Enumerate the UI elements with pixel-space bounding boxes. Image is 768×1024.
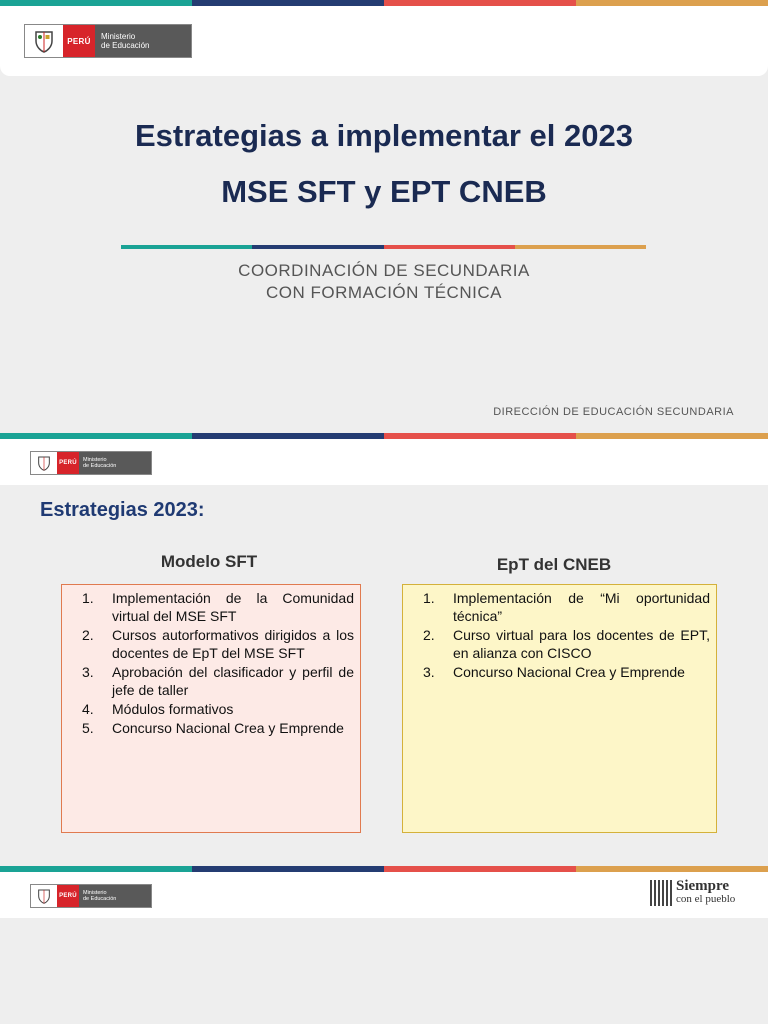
ministry-logo-small xyxy=(30,884,152,908)
item-number: 2. xyxy=(82,627,94,643)
ministry-line2: de Educación xyxy=(83,463,117,469)
peru-label: PERÚ xyxy=(57,885,79,907)
ministry-logo-small xyxy=(30,451,152,475)
ministry-line1: Ministerio xyxy=(83,889,107,896)
item-number: 4. xyxy=(82,701,94,717)
ept-cneb-list xyxy=(413,589,710,681)
item-number: 3. xyxy=(82,664,94,680)
coat-of-arms-icon xyxy=(31,452,57,474)
ministry-name xyxy=(79,452,151,474)
item-number: 1. xyxy=(423,590,435,606)
item-text: Implementación de “Mi oportunidad técnica” xyxy=(453,590,710,624)
list-item xyxy=(72,719,354,737)
ministry-line1: Ministerio xyxy=(101,32,136,41)
ministry-logo xyxy=(24,24,192,58)
item-text: Concurso Nacional Crea y Emprende xyxy=(112,720,344,736)
list-item xyxy=(72,663,354,699)
ministry-name xyxy=(95,25,191,57)
slide1-footer-text: DIRECCIÓN DE EDUCACIÓN SECUNDARIA xyxy=(493,406,734,418)
ept-cneb-heading: EpT del CNEB xyxy=(496,555,612,574)
modelo-sft-list xyxy=(72,589,354,737)
coat-of-arms-icon xyxy=(31,885,57,907)
modelo-sft-box xyxy=(61,584,361,833)
peru-label: PERÚ xyxy=(63,25,95,57)
slide1-subtitle xyxy=(0,260,768,304)
strategies-heading: Estrategias 2023: xyxy=(40,499,205,521)
bars-icon xyxy=(650,880,672,906)
subtitle-line2: CON FORMACIÓN TÉCNICA xyxy=(266,283,502,302)
ministry-line2: de Educación xyxy=(83,896,117,902)
item-number: 3. xyxy=(423,664,435,680)
list-item xyxy=(72,626,354,662)
brand-text xyxy=(676,880,735,906)
title-color-rule xyxy=(121,245,646,249)
subtitle-line1: COORDINACIÓN DE SECUNDARIA xyxy=(238,261,530,280)
item-text: Concurso Nacional Crea y Emprende xyxy=(453,664,685,680)
slide1-title-line2: MSE SFT y EPT CNEB xyxy=(221,174,547,209)
list-item xyxy=(72,589,354,625)
ministry-name xyxy=(79,885,151,907)
list-item xyxy=(413,663,710,681)
coat-of-arms-icon xyxy=(25,25,63,57)
brand-line1: Siempre xyxy=(676,878,730,894)
item-number: 5. xyxy=(82,720,94,736)
item-number: 1. xyxy=(82,590,94,606)
item-text: Implementación de la Comunidad virtual del MSE SFT xyxy=(112,590,354,624)
peru-label: PERÚ xyxy=(57,452,79,474)
item-text: Aprobación del clasificador y perfil de jefe de taller xyxy=(112,664,354,698)
siempre-con-el-pueblo-logo xyxy=(650,880,735,906)
ept-cneb-box xyxy=(402,584,717,833)
ministry-line1: Ministerio xyxy=(83,456,107,463)
slide1-title-line1: Estrategias a implementar el 2023 xyxy=(135,118,633,153)
item-text: Cursos autorformativos dirigidos a los docentes de EpT del MSE SFT xyxy=(112,627,354,661)
list-item xyxy=(413,589,710,625)
item-text: Curso virtual para los docentes de EPT, en alianza con CISCO xyxy=(453,627,710,661)
list-item xyxy=(413,626,710,662)
item-text: Módulos formativos xyxy=(112,701,234,717)
ministry-line2: de Educación xyxy=(101,41,150,50)
brand-line2: con el pueblo xyxy=(676,893,736,905)
list-item xyxy=(72,700,354,718)
modelo-sft-heading: Modelo SFT xyxy=(160,552,258,571)
item-number: 2. xyxy=(423,627,435,643)
